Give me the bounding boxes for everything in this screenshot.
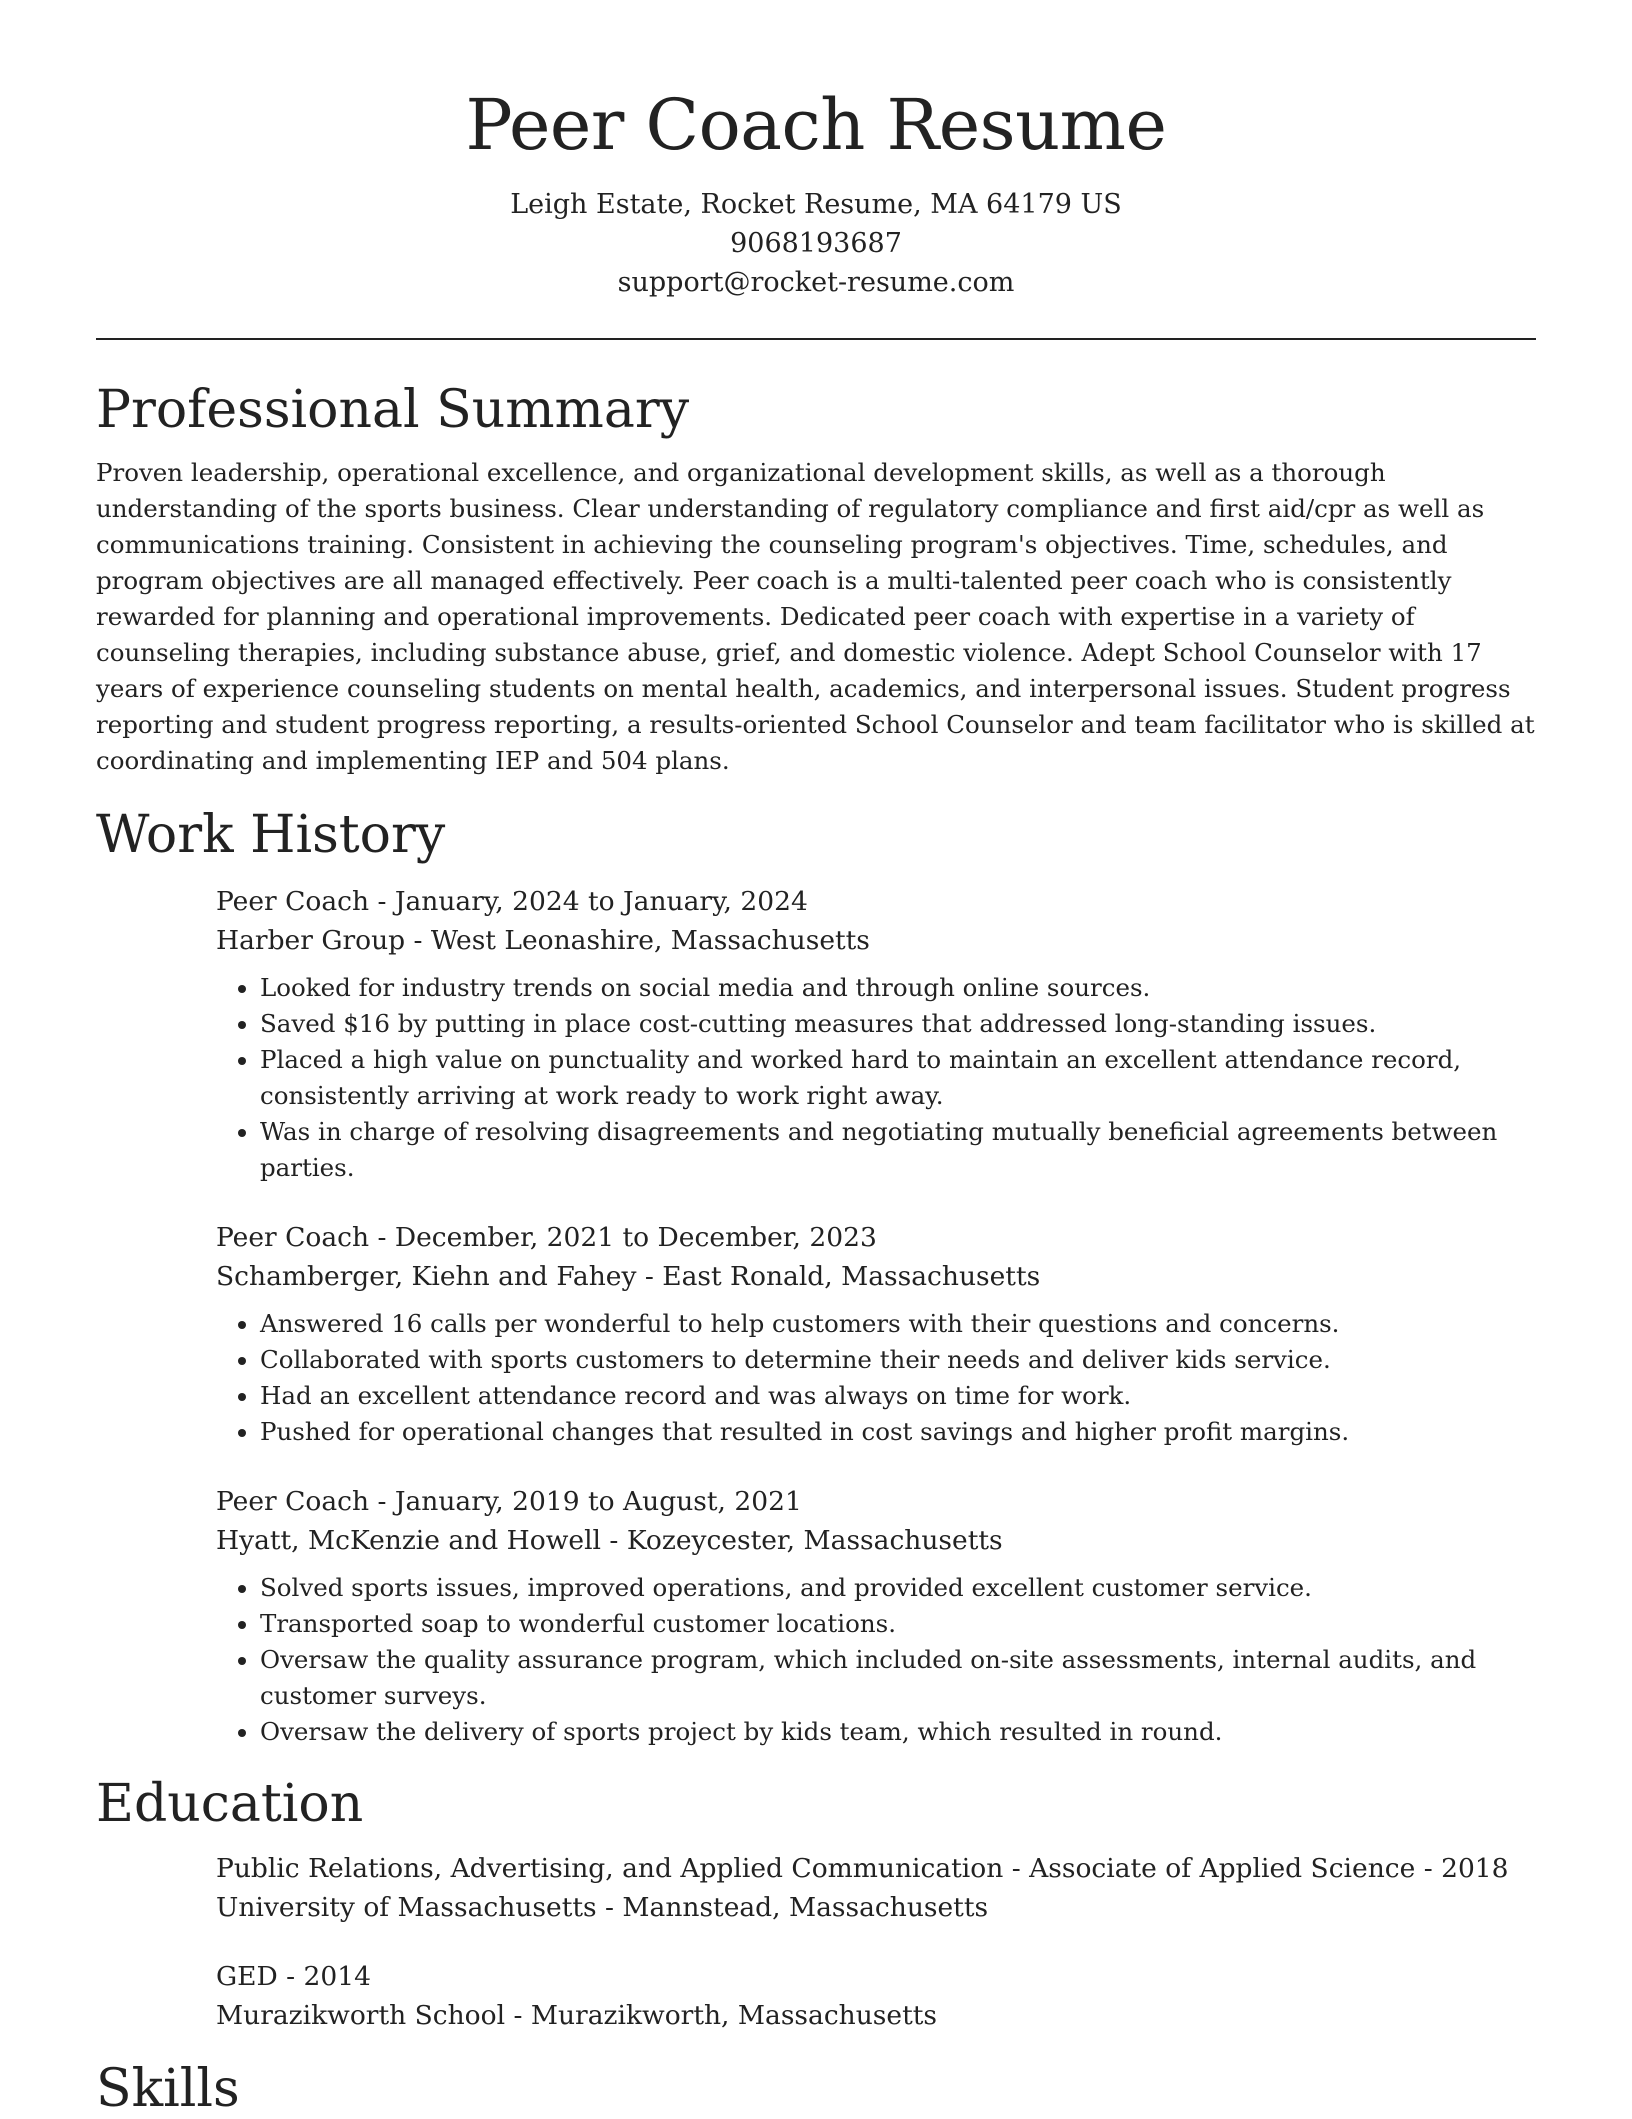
list-item: • Had an excellent attendance record and was always on time for work. — [260, 1378, 1536, 1414]
list-item: • Collaborated with sports customers to determine their needs and deliver kids service. — [260, 1342, 1536, 1378]
summary-title: Professional Summary — [96, 379, 690, 440]
job-bullets — [216, 970, 1536, 1186]
work-history-title: Work History — [96, 804, 446, 865]
phone: 9068193687 — [730, 227, 902, 259]
job-company-line: Hyatt, McKenzie and Howell - Kozeycester, Massachusetts — [216, 1524, 1003, 1556]
education-title: Education — [96, 1773, 364, 1834]
job-role-line: Peer Coach - December, 2021 to December, 2023 — [216, 1221, 877, 1253]
school-line: University of Massachusetts - Mannstead, Massachusetts — [216, 1892, 989, 1924]
address: Leigh Estate, Rocket Resume, MA 64179 US — [510, 188, 1122, 220]
job-role-line: Peer Coach - January, 2019 to August, 2021 — [216, 1485, 802, 1517]
list-item: • Transported soap to wonderful customer locations. — [260, 1606, 1536, 1642]
education-entry — [216, 1957, 1536, 2035]
summary-text: Proven leadership, operational excellence, and organizational development skills, as well as a thorough understanding of the sports business. Clear understanding of regulatory compliance and first aid/cpr as well as communications training. Consistent in achieving the counseling program's objectives. Time, schedules, and program objectives are all managed effectively. Peer coach is a multi-talented peer coach who is consistently rewarded for planning and operational improvements. Dedicated peer coach with expertise in a variety of counseling therapies, including substance abuse, grief, and domestic violence. Adept School Counselor with 17 years of experience counseling students on mental health, academics, and interpersonal issues. Student progress reporting and student progress reporting, a results-oriented School Counselor and team facilitator who is skilled at coordinating and implementing IEP and 504 plans. — [96, 457, 1535, 775]
degree-line: GED - 2014 — [216, 1961, 372, 1993]
contact-info — [0, 185, 1632, 302]
list-item: • Placed a high value on punctuality and worked hard to maintain an excellent attendance record, consistently arriving at work ready to work right away. — [260, 1042, 1536, 1114]
job-bullets — [216, 1570, 1536, 1750]
list-item: • Pushed for operational changes that resulted in cost savings and higher profit margins. — [260, 1414, 1536, 1450]
list-item: • Answered 16 calls per wonderful to help customers with their questions and concerns. — [260, 1306, 1536, 1342]
job-entry — [216, 1482, 1536, 1750]
email: support@rocket-resume.com — [617, 266, 1015, 298]
list-item: • Saved $16 by putting in place cost-cutting measures that addressed long-standing issues. — [260, 1006, 1536, 1042]
skills-section — [96, 2061, 1536, 2118]
job-company-line: Harber Group - West Leonashire, Massachusetts — [216, 924, 870, 956]
job-entry — [216, 882, 1536, 1186]
work-history-section — [96, 804, 1536, 1750]
degree-line: Public Relations, Advertising, and Applied Communication - Associate of Applied Science - 2018 — [216, 1853, 1509, 1885]
skills-title: Skills — [96, 2059, 240, 2119]
resume-header — [0, 0, 1632, 302]
header-divider — [96, 338, 1536, 340]
list-item: • Was in charge of resolving disagreements and negotiating mutually beneficial agreements between parties. — [260, 1114, 1536, 1186]
education-entry — [216, 1849, 1536, 1927]
job-company-line: Schamberger, Kiehn and Fahey - East Ronald, Massachusetts — [216, 1260, 1041, 1292]
list-item: • Solved sports issues, improved operations, and provided excellent customer service. — [260, 1570, 1536, 1606]
job-role-line: Peer Coach - January, 2024 to January, 2024 — [216, 885, 808, 917]
list-item: • Oversaw the quality assurance program, which included on-site assessments, internal audits, and customer surveys. — [260, 1642, 1536, 1714]
list-item: • Looked for industry trends on social media and through online sources. — [260, 970, 1536, 1006]
job-bullets — [216, 1306, 1536, 1450]
summary-section — [96, 379, 1536, 779]
page-title: Peer Coach Resume — [465, 84, 1167, 166]
school-line: Murazikworth School - Murazikworth, Massachusetts — [216, 2000, 937, 2032]
list-item: • Oversaw the delivery of sports project by kids team, which resulted in round. — [260, 1714, 1536, 1750]
job-entry — [216, 1218, 1536, 1450]
education-section — [96, 1773, 1536, 2035]
